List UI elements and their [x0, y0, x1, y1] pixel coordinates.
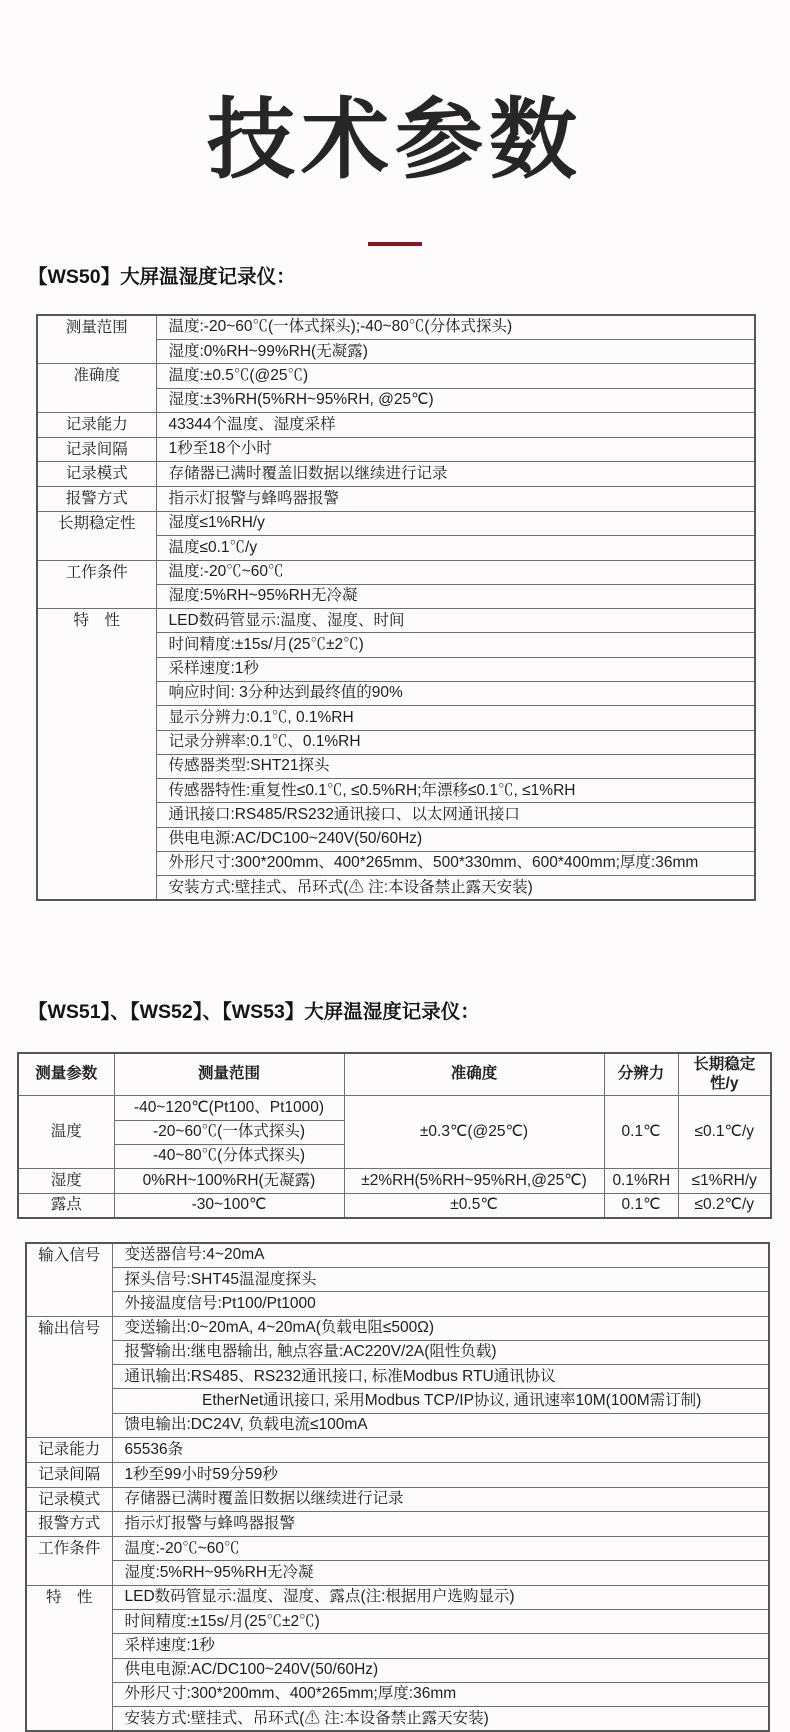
spec-row: [26, 1438, 769, 1463]
param-stability: ≤1%RH/y: [678, 1169, 771, 1193]
spec-label: 报警方式: [26, 1512, 112, 1537]
param-range: -30~100℃: [114, 1193, 344, 1218]
spec-value: 湿度≤1%RH/y: [156, 511, 755, 535]
spec-value: 指示灯报警与蜂鸣器报警: [112, 1512, 769, 1537]
spec-value: 传感器类型:SHT21探头: [156, 754, 755, 778]
ws50-spec-table: [36, 314, 756, 902]
spec-row: [37, 462, 755, 487]
spec-row: [26, 1561, 769, 1585]
spec-row: [26, 1243, 769, 1268]
spec-label: 报警方式: [37, 487, 156, 512]
spec-value: 安装方式:壁挂式、吊环式(⚠ 注:本设备禁止露天安装): [156, 876, 755, 901]
spec-row: [37, 511, 755, 535]
param-accuracy: ±0.5℃: [344, 1193, 604, 1218]
param-range: 0%RH~100%RH(无凝露): [114, 1169, 344, 1193]
header-resolution: 分辨力: [604, 1053, 678, 1096]
page-title: 技术参数: [206, 90, 583, 189]
spec-row: [37, 412, 755, 437]
spec-row: [26, 1340, 769, 1364]
section-heading-ws51-53: 【WS51】、【WS52】、【WS53】大屏温湿度记录仪：: [28, 1001, 480, 1024]
spec-value: 通讯输出:RS485、RS232通讯接口, 标准Modbus RTU通讯协议: [112, 1365, 769, 1389]
spec-value: LED数码管显示:温度、湿度、时间: [156, 609, 755, 633]
spec-value: 变送输出:0~20mA, 4~20mA(负载电阻≤500Ω): [112, 1316, 769, 1340]
spec-value: 湿度:5%RH~95%RH无冷凝: [156, 584, 755, 608]
spec-value: 响应时间: 3分种达到最终值的90%: [156, 681, 755, 705]
spec-value: 温度:-20℃~60℃: [112, 1537, 769, 1561]
spec-value: 采样速度:1秒: [112, 1634, 769, 1658]
spec-label: 记录间隔: [37, 437, 156, 462]
spec-value: 变送器信号:4~20mA: [112, 1243, 769, 1268]
spec-label: 特 性: [37, 609, 156, 901]
spec-value: 存储器已满时覆盖旧数据以继续进行记录: [156, 462, 755, 487]
ws51-53-spec-table: [25, 1242, 770, 1732]
spec-value: 馈电输出:DC24V, 负载电流≤100mA: [112, 1413, 769, 1437]
spec-label: 准确度: [37, 364, 156, 413]
measurement-row: [18, 1169, 771, 1193]
spec-row: [26, 1634, 769, 1658]
param-resolution: 0.1℃: [604, 1193, 678, 1218]
spec-row: [26, 1365, 769, 1389]
param-range: -20~60℃(一体式探头): [114, 1120, 344, 1144]
spec-row: [26, 1292, 769, 1316]
spec-row: [26, 1682, 769, 1706]
spec-value: 1秒至99小时59分59秒: [112, 1462, 769, 1487]
param-stability: ≤0.1℃/y: [678, 1096, 771, 1169]
spec-row: [37, 315, 755, 340]
param-stability: ≤0.2℃/y: [678, 1193, 771, 1218]
spec-label: 记录能力: [26, 1438, 112, 1463]
spec-label: 测量范围: [37, 315, 156, 364]
spec-value: 外接温度信号:Pt100/Pt1000: [112, 1292, 769, 1316]
spec-label: 记录模式: [37, 462, 156, 487]
spec-value: 温度:-20℃~60℃: [156, 560, 755, 584]
param-name: 温度: [18, 1096, 114, 1169]
spec-value: 外形尺寸:300*200mm、400*265mm;厚度:36mm: [112, 1682, 769, 1706]
spec-label: 输入信号: [26, 1243, 112, 1316]
ws51-53-measurement-table: [17, 1052, 772, 1219]
spec-label: 工作条件: [37, 560, 156, 609]
param-range: -40~120℃(Pt100、Pt1000): [114, 1096, 344, 1120]
spec-value: 温度≤0.1℃/y: [156, 536, 755, 560]
spec-row: [37, 437, 755, 462]
title-divider: [368, 242, 422, 246]
spec-label: 记录模式: [26, 1487, 112, 1512]
spec-label: 工作条件: [26, 1537, 112, 1586]
spec-value: 通讯接口:RS485/RS232通讯接口、以太网通讯接口: [156, 803, 755, 827]
spec-label: 特 性: [26, 1585, 112, 1731]
spec-value: 安装方式:壁挂式、吊环式(⚠ 注:本设备禁止露天安装): [112, 1707, 769, 1732]
spec-label: 记录能力: [37, 412, 156, 437]
spec-row: [37, 364, 755, 388]
spec-row: [26, 1268, 769, 1292]
spec-value: 外形尺寸:300*200mm、400*265mm、500*330mm、600*400mm;厚度:36mm: [156, 851, 755, 875]
spec-value: 指示灯报警与蜂鸣器报警: [156, 487, 755, 512]
spec-value: 供电电源:AC/DC100~240V(50/60Hz): [112, 1658, 769, 1682]
header-accuracy: 准确度: [344, 1053, 604, 1096]
spec-row: [26, 1462, 769, 1487]
measurement-row: [18, 1193, 771, 1218]
spec-value: 湿度:0%RH~99%RH(无凝露): [156, 340, 755, 364]
spec-row: [26, 1512, 769, 1537]
spec-value: EtherNet通讯接口, 采用Modbus TCP/IP协议, 通讯速率10M(100M需订制): [112, 1389, 769, 1413]
param-name: 露点: [18, 1193, 114, 1218]
spec-value: 时间精度:±15s/月(25℃±2℃): [112, 1610, 769, 1634]
spec-value: 湿度:±3%RH(5%RH~95%RH, @25℃): [156, 388, 755, 412]
spec-value: 时间精度:±15s/月(25℃±2℃): [156, 633, 755, 657]
spec-value: 供电电源:AC/DC100~240V(50/60Hz): [156, 827, 755, 851]
spec-row: [26, 1316, 769, 1340]
spec-value: 温度:-20~60℃(一体式探头);-40~80℃(分体式探头): [156, 315, 755, 340]
param-accuracy: ±0.3℃(@25℃): [344, 1096, 604, 1169]
spec-row: [26, 1537, 769, 1561]
spec-row: [26, 1389, 769, 1413]
param-resolution: 0.1%RH: [604, 1169, 678, 1193]
spec-value: 湿度:5%RH~95%RH无冷凝: [112, 1561, 769, 1585]
header-stability: 长期稳定性/y: [678, 1053, 771, 1096]
spec-value: 探头信号:SHT45温湿度探头: [112, 1268, 769, 1292]
spec-value: LED数码管显示:温度、湿度、露点(注:根据用户选购显示): [112, 1585, 769, 1609]
spec-row: [26, 1658, 769, 1682]
spec-value: 43344个温度、湿度采样: [156, 412, 755, 437]
measurement-row: [18, 1096, 771, 1120]
measurement-header-row: [18, 1053, 771, 1096]
header-range: 测量范围: [114, 1053, 344, 1096]
param-accuracy: ±2%RH(5%RH~95%RH,@25℃): [344, 1169, 604, 1193]
param-resolution: 0.1℃: [604, 1096, 678, 1169]
spec-row: [26, 1585, 769, 1609]
spec-value: 温度:±0.5℃(@25℃): [156, 364, 755, 388]
header-param: 测量参数: [18, 1053, 114, 1096]
spec-value: 显示分辨力:0.1℃, 0.1%RH: [156, 706, 755, 730]
spec-value: 传感器特性:重复性≤0.1℃, ≤0.5%RH;年漂移≤0.1℃, ≤1%RH: [156, 779, 755, 803]
spec-row: [26, 1610, 769, 1634]
spec-row: [37, 609, 755, 633]
spec-value: 存储器已满时覆盖旧数据以继续进行记录: [112, 1487, 769, 1512]
spec-value: 记录分辨率:0.1℃、0.1%RH: [156, 730, 755, 754]
spec-row: [26, 1707, 769, 1732]
spec-value: 1秒至18个小时: [156, 437, 755, 462]
param-range: -40~80℃(分体式探头): [114, 1144, 344, 1168]
spec-row: [26, 1413, 769, 1437]
section-heading-ws50: 【WS50】大屏温湿度记录仪：: [28, 266, 296, 289]
spec-row: [37, 560, 755, 584]
spec-value: 65536条: [112, 1438, 769, 1463]
spec-label: 记录间隔: [26, 1462, 112, 1487]
param-name: 湿度: [18, 1169, 114, 1193]
spec-row: [26, 1487, 769, 1512]
spec-label: 长期稳定性: [37, 511, 156, 560]
spec-value: 采样速度:1秒: [156, 657, 755, 681]
spec-label: 输出信号: [26, 1316, 112, 1437]
spec-value: 报警输出:继电器输出, 触点容量:AC220V/2A(阻性负载): [112, 1340, 769, 1364]
spec-row: [37, 487, 755, 512]
